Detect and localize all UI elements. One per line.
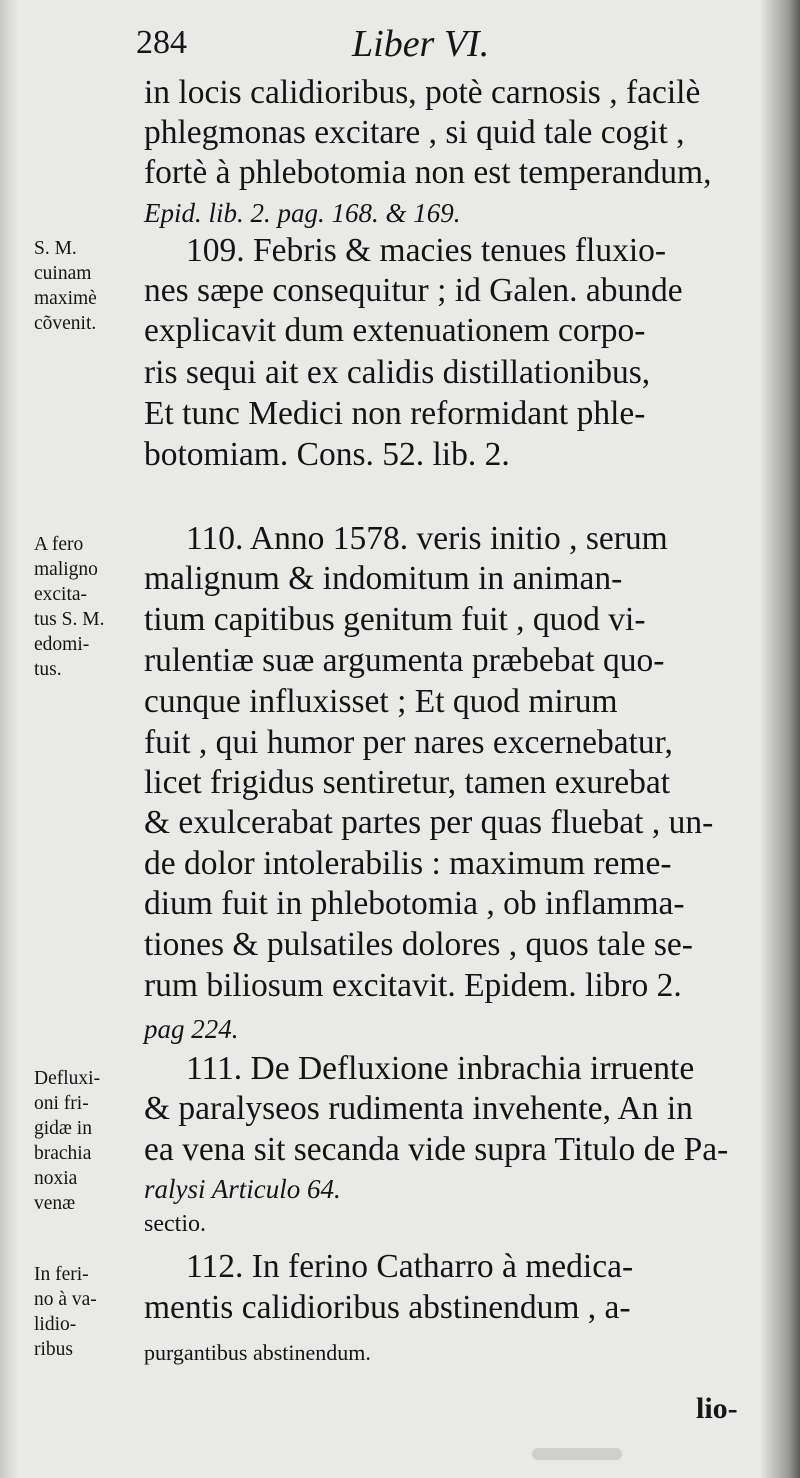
page-number: 284 [136,24,187,61]
text-line: malignum & indomitum in animan- [144,560,623,597]
margin-note-line: no à va- [34,1289,97,1310]
margin-note [34,1262,154,1362]
text-line: dium fuit in phlebotomia , ob inflamma- [144,885,685,922]
margin-note-line: lidio- [34,1314,77,1335]
text-line: de dolor intolerabilis : maximum reme- [144,845,672,882]
margin-note-line: cõvenit. [34,313,97,334]
paragraph-start-line: 111. De Defluxione inbrachia irruente [186,1050,695,1087]
margin-note-line: noxia [34,1168,78,1189]
margin-note-line: edomi- [34,634,90,655]
text-line: phlegmonas excitare , si quid tale cogit , [144,114,685,151]
margin-note-line: tus. [34,659,62,680]
text-line: rulentiæ suæ argumenta præbebat quo- [144,642,665,679]
margin-note-line: brachia [34,1143,92,1164]
page-header [136,18,696,68]
text-line: fuit , qui humor per nares excernebatur, [144,724,673,761]
margin-note-line: gidæ in [34,1118,92,1139]
margin-note-line: S. M. [34,238,77,259]
text-line: in locis calidioribus, potè carnosis , facilè [144,74,701,111]
text-line: ea vena sit secanda vide supra Titulo de Pa- [144,1131,729,1168]
text-line: tium capitibus genitum fuit , quod vi- [144,601,646,638]
text-line: & paralyseos rudimenta invehente, An in [144,1090,693,1127]
margin-note-line: excita- [34,584,88,605]
margin-note [34,236,154,336]
catchword: lio- [696,1392,738,1425]
paragraph-start-line: 112. In ferino Catharro à medica- [186,1248,634,1285]
margin-note [34,1066,154,1216]
margin-note-line: tus S. M. [34,609,105,630]
text-line: ris sequi ait ex calidis distillationibus, [144,354,651,391]
margin-note-line: maximè [34,288,97,309]
text-line: explicavit dum extenuationem corpo- [144,312,646,349]
citation-line: ralysi Articulo 64. [144,1174,341,1204]
citation-line: Epid. lib. 2. pag. 168. & 169. [144,198,461,228]
text-line: Et tunc Medici non reformidant phle- [144,395,646,432]
margin-note-line: oni fri- [34,1093,89,1114]
running-head: Liber VI. [352,23,490,65]
text-line: mentis calidioribus abstinendum , a- [144,1289,631,1326]
margin-note-line: Defluxi- [34,1068,101,1089]
text-line: cunque influxisset ; Et quod mirum [144,683,618,720]
text-line: licet frigidus sentiretur, tamen exurebat [144,764,671,801]
paragraph-start-line: 109. Febris & macies tenues fluxio- [186,232,667,269]
margin-note [34,532,154,682]
margin-note-line: In feri- [34,1264,89,1285]
text-line: & exulcerabat partes per quas fluebat , un- [144,804,714,841]
page-edge-shadow [0,0,18,1478]
margin-note-line: A fero [34,534,84,555]
margin-note-line: cuinam [34,263,92,284]
text-line: fortè à phlebotomia non est temperandum, [144,154,712,191]
text-line: purgantibus abstinendum. [144,1340,371,1365]
text-line: botomiam. Cons. 52. lib. 2. [144,436,510,473]
margin-note-line: venæ [34,1193,76,1214]
text-line: nes sæpe consequitur ; id Galen. abunde [144,272,683,309]
gutter-shadow [760,0,800,1478]
margin-note-line: ribus [34,1339,73,1360]
text-line: rum biliosum excitavit. Epidem. libro 2. [144,967,682,1004]
margin-note-line: maligno [34,559,98,580]
paper-stain [532,1448,622,1460]
text-line: tiones & pulsatiles dolores , quos tale se- [144,926,693,963]
text-line: sectio. [144,1211,206,1237]
citation-line: pag 224. [144,1014,239,1044]
paragraph-start-line: 110. Anno 1578. veris initio , serum [186,520,668,557]
